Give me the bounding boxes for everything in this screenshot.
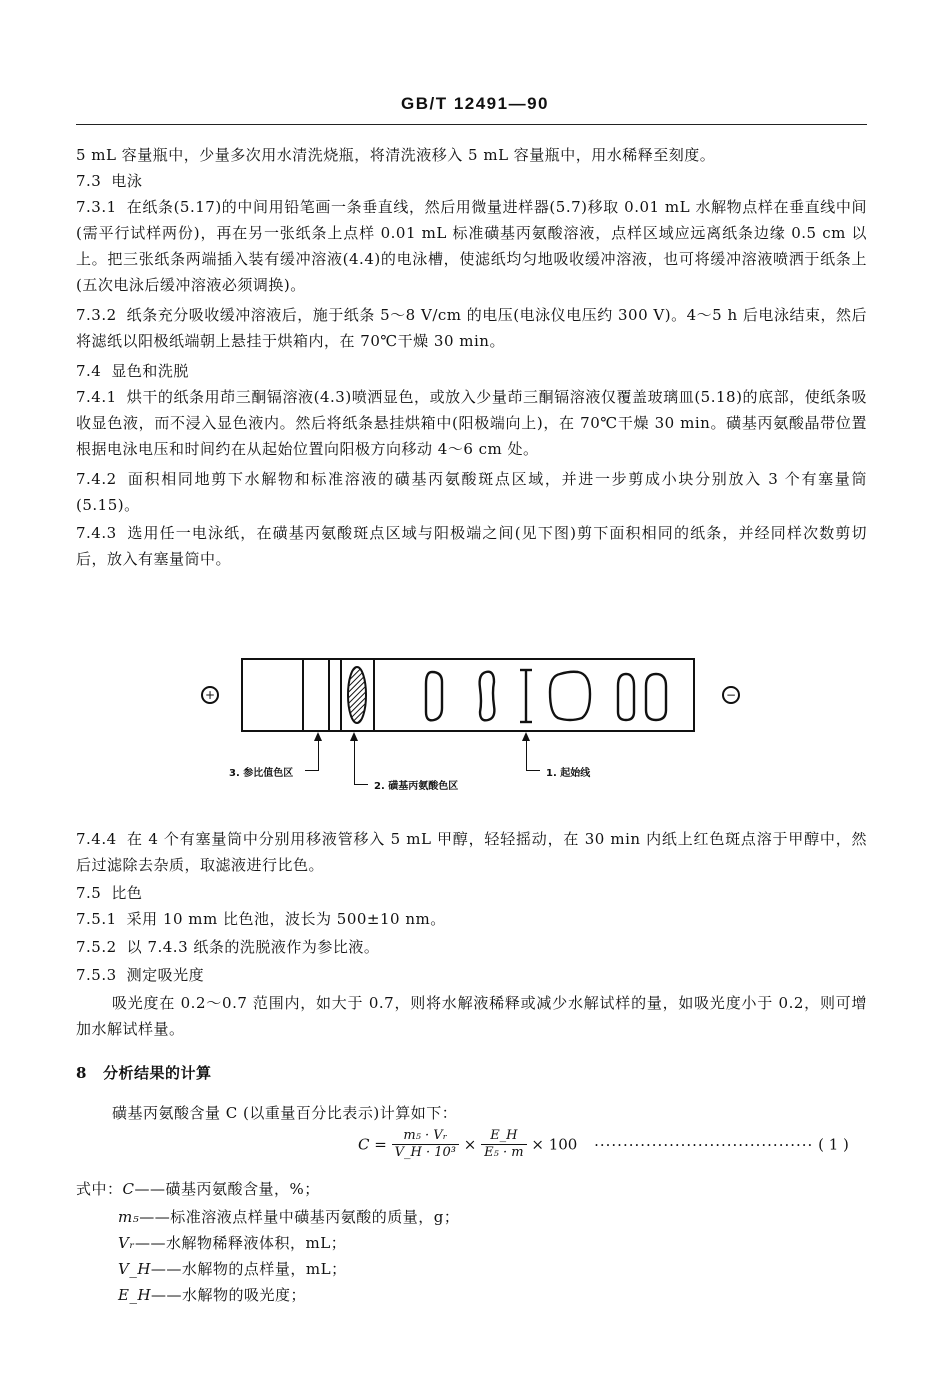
formula-lhs: C = [358, 1135, 387, 1154]
leader-dots: ······································ [594, 1135, 814, 1154]
defs-lead-text: 式中： [76, 1180, 123, 1198]
strip-divider [302, 658, 304, 732]
section-7-5-heading [76, 880, 142, 906]
def-item [118, 1204, 459, 1230]
fraction-denominator: E₅ · m [484, 1145, 524, 1160]
def-symbol: m₅ [118, 1208, 140, 1226]
fraction-1 [392, 1128, 459, 1161]
def-symbol: V_H [118, 1260, 151, 1278]
section-text: 采用 10 mm 比色池，波长为 500±10 nm。 [126, 910, 446, 928]
section-title: 显色和洗脱 [111, 362, 189, 380]
pointer-line [354, 740, 355, 784]
section-7-4-1 [76, 384, 867, 462]
strip-divider [328, 658, 330, 732]
absorbance-paragraph: 吸光度在 0.2～0.7 范围内，如大于 0.7，则将水解液稀释或减少水解试样的量，如吸光度小于 0.2，则可增加水解试样量。 [76, 994, 867, 1038]
section-7-5-3 [76, 962, 204, 988]
pointer-line [526, 740, 527, 770]
section-text: 面积相同地剪下水解物和标准溶液的磺基丙氨酸斑点区域，并进一步剪成小块分别放入 3 个有塞量筒(5.15)。 [76, 470, 867, 514]
def-desc: ——磺基丙氨酸含量，%； [134, 1180, 320, 1198]
section-7-4-4 [76, 826, 867, 878]
header-rule [76, 124, 867, 125]
defs-lead [76, 1176, 320, 1202]
section-7-3-1 [76, 194, 867, 298]
pointer-line [318, 740, 319, 770]
section-number: 7.4.4 [76, 830, 117, 848]
section-number: 7.5.3 [76, 966, 117, 984]
def-desc: ——水解物稀释液体积，mL； [135, 1234, 347, 1252]
def-item [118, 1282, 306, 1308]
pointer-line [526, 770, 540, 771]
times-100: × 100 [531, 1135, 578, 1154]
section-7-5-1 [76, 906, 446, 932]
def-desc: ——水解物的点样量，mL； [150, 1260, 347, 1278]
section-8-heading [76, 1060, 211, 1086]
equation-number: ( 1 ) [818, 1135, 849, 1154]
section-number: 7.4.3 [76, 524, 117, 542]
section-7-4-heading [76, 358, 189, 384]
strip-divider [340, 658, 342, 732]
section-text: 测定吸光度 [126, 966, 205, 984]
strip-divider [373, 658, 375, 732]
pointer-line [305, 770, 319, 771]
anode-electrode-icon: + [201, 686, 219, 704]
cathode-electrode-icon: − [722, 686, 740, 704]
fraction-denominator: V_H · 10³ [394, 1145, 456, 1160]
page-header: GB/T 12491—90 [400, 94, 549, 113]
section-7-3-heading [76, 168, 142, 194]
section-7-4-3 [76, 520, 867, 572]
section-text: 烘干的纸条用茚三酮镉溶液(4.3)喷洒显色，或放入少量茚三酮镉溶液仅覆盖玻璃皿(5.18)的底部，使纸条吸收显色液，而不浸入显色液内。然后将纸条悬挂烘箱中(阳极端向上)，在 70℃干燥 30 min。磺基丙氨酸晶带位置根据电泳电压和时间约在从起始位置向阳极方向移动 4～6 cm 处。 [76, 388, 867, 458]
section-number: 7.3 [76, 172, 102, 190]
section-number: 8 [76, 1064, 87, 1082]
def-desc: ——标准溶液点样量中磺基丙氨酸的质量，g； [139, 1208, 460, 1226]
fraction-numerator: m₅ · Vᵣ [392, 1128, 459, 1145]
def-desc: ——水解物的吸光度； [151, 1286, 307, 1304]
figure-label-3: 3. 参比值色区 [229, 768, 294, 779]
section-7-3-2 [76, 302, 867, 354]
def-symbol: Vᵣ [118, 1234, 136, 1252]
section-number: 7.5.1 [76, 910, 117, 928]
times-sign: × [463, 1135, 477, 1154]
intro-paragraph: 5 mL 容量瓶中，少量多次用水清洗烧瓶，将清洗液移入 5 mL 容量瓶中，用水稀释至刻度。 [76, 146, 716, 164]
section-number: 7.4.1 [76, 388, 117, 406]
section-number: 7.4.2 [76, 470, 117, 488]
section-text: 以 7.4.3 纸条的洗脱液作为参比液。 [126, 938, 380, 956]
section-text: 在 4 个有塞量筒中分别用移液管移入 5 mL 甲醇，轻轻摇动，在 30 min 内纸上红色斑点溶于甲醇中，然后过滤除去杂质，取滤液进行比色。 [76, 830, 867, 874]
figure-label-1: 1. 起始线 [546, 768, 591, 779]
section-title: 电泳 [111, 172, 143, 190]
fraction-numerator: E_H [481, 1128, 526, 1145]
spot-blobs-icon [420, 662, 690, 728]
def-symbol: E_H [118, 1286, 152, 1304]
def-item [118, 1256, 347, 1282]
section-title: 比色 [111, 884, 143, 902]
section-number: 7.3.2 [76, 306, 117, 324]
pointer-line [354, 784, 368, 785]
section-text: 纸条充分吸收缓冲溶液后，施于纸条 5～8 V/cm 的电压(电泳仪电压约 300 V)。4～5 h 后电泳结束，然后将滤纸以阳极纸端朝上悬挂于烘箱内，在 70℃干燥 30 min。 [76, 306, 867, 350]
section-text: 选用任一电泳纸，在磺基丙氨酸斑点区域与阳极端之间(见下图)剪下面积相同的纸条，并经同样次数剪切后，放入有塞量筒中。 [76, 524, 867, 568]
section-number: 7.3.1 [76, 198, 117, 216]
section-7-4-2 [76, 466, 867, 518]
formula [358, 1128, 849, 1161]
section-number: 7.4 [76, 362, 102, 380]
def-symbol: C [122, 1180, 135, 1198]
section-title: 分析结果的计算 [102, 1064, 212, 1082]
sulfo-alanine-spot-icon [343, 663, 371, 727]
section-number: 7.5 [76, 884, 102, 902]
fraction-2 [481, 1128, 526, 1161]
def-item [118, 1230, 346, 1256]
figure-label-2: 2. 磺基丙氨酸色区 [374, 781, 459, 792]
section-7-5-2 [76, 934, 379, 960]
section-number: 7.5.2 [76, 938, 117, 956]
calc-intro: 磺基丙氨酸含量 C (以重量百分比表示)计算如下： [112, 1104, 458, 1122]
section-text: 在纸条(5.17)的中间用铅笔画一条垂直线，然后用微量进样器(5.7)移取 0.01 mL 水解物点样在垂直线中间(需平行试样两份)，再在另一张纸条上点样 0.01 mL 标准磺基丙氨酸溶液，点样区域应远离纸条边缘 0.5 cm 以上。把三张纸条两端插入装有缓冲溶液(4.4)的电泳槽，使滤纸均匀地吸收缓冲溶液，也可将缓冲溶液喷洒于纸条上(五次电泳后缓冲溶液必须调换)。 [76, 198, 867, 294]
